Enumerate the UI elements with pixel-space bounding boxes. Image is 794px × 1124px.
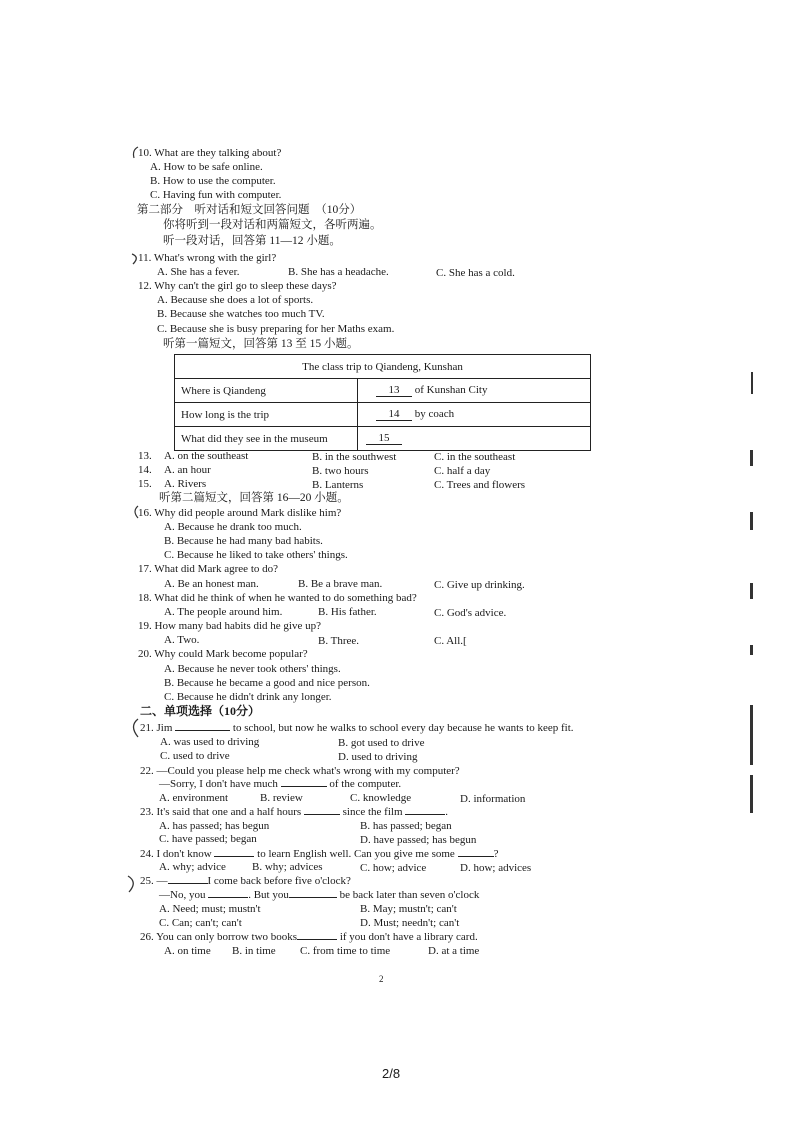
table-row	[175, 379, 591, 403]
q20-option-b: B. Because he became a good and nice person.	[164, 677, 370, 689]
table-row-value	[358, 427, 591, 451]
answer-blank: 13	[376, 384, 412, 397]
q22-option-b: B. review	[260, 792, 303, 804]
q10-option-b: B. How to use the computer.	[150, 175, 276, 187]
table-row-value	[358, 403, 591, 427]
q24-option-d: D. how; advices	[460, 862, 532, 874]
q24-option-b: B. why; advices	[252, 861, 323, 873]
q24-stem: 24. I don't know to learn English well. Can you give me some ?	[140, 848, 499, 860]
q19-option-b: B. Three.	[318, 635, 360, 647]
table-title: The class trip to Qiandeng, Kunshan	[175, 355, 591, 379]
printed-page-number: 2	[379, 974, 384, 984]
q26-option-b: B. in time	[232, 945, 276, 957]
q11-option-a: A. She has a fever.	[157, 266, 240, 278]
answer-blank: 15	[366, 432, 402, 445]
answer-blank	[458, 856, 494, 857]
q26-part2: if you don't have a library card.	[339, 931, 478, 943]
blank-suffix: of Kunshan City	[414, 384, 488, 396]
answer-blank	[405, 814, 445, 815]
q18-option-b: B. His father.	[318, 606, 377, 618]
q25-option-b: B. May; mustn't; can't	[360, 903, 457, 915]
q10-option-a: A. How to be safe online.	[150, 161, 263, 173]
q17-option-c: C. Give up drinking.	[434, 579, 525, 591]
scan-artifact	[750, 775, 753, 813]
q11-option-c: C. She has a cold.	[436, 267, 515, 279]
q13-option-b: B. in the southwest	[312, 451, 397, 463]
pencil-mark	[128, 503, 142, 521]
q24-option-a: A. why; advice	[159, 861, 226, 873]
q25-stem	[140, 875, 351, 888]
pencil-mark	[124, 873, 142, 895]
scan-artifact	[750, 450, 753, 466]
q22-stem: 22. —Could you please help me check what's wrong with my computer?	[140, 765, 460, 777]
q13-number: 13.	[138, 450, 152, 462]
q10-option-c: C. Having fun with computer.	[150, 189, 282, 201]
q25-line2-start: —No, you	[159, 889, 206, 901]
q22-line2-end: of the computer.	[329, 778, 402, 790]
table-row-value	[358, 379, 591, 403]
q25-option-c: C. Can; can't; can't	[159, 917, 242, 929]
page-indicator: 2/8	[382, 1066, 401, 1081]
q23-part1: 23. It's said that one and a half hours	[140, 806, 302, 818]
q25-option-a: A. Need; must; mustn't	[159, 903, 261, 915]
q12-option-b: B. Because she watches too much TV.	[157, 308, 325, 320]
q15-option-a: A. Rivers	[164, 478, 207, 490]
scan-artifact	[751, 372, 753, 394]
q23-option-d: D. have passed; has begun	[360, 834, 477, 846]
q26-stem	[140, 931, 478, 944]
scan-artifact	[750, 645, 753, 655]
q25-line2-end: be back later than seven o'clock	[339, 889, 480, 901]
q24-option-c: C. how; advice	[360, 862, 427, 874]
q22-option-c: C. knowledge	[350, 792, 412, 804]
q17-stem: 17. What did Mark agree to do?	[138, 563, 279, 575]
q14-option-b: B. two hours	[312, 465, 369, 477]
scan-artifact	[750, 583, 753, 599]
q17-option-a: A. Be an honest man.	[164, 578, 259, 590]
part2-instruction: 你将听到一段对话和两篇短文，各听两遍。	[163, 219, 382, 231]
q25-line2	[159, 889, 479, 902]
table-row-label: Where is Qiandeng	[175, 379, 358, 403]
scan-artifact	[750, 512, 753, 530]
q14-number: 14.	[138, 464, 152, 476]
q11-stem: 11. What's wrong with the girl?	[138, 252, 277, 264]
q16-stem: 16. Why did people around Mark dislike him?	[138, 507, 342, 519]
q11-option-b: B. She has a headache.	[288, 266, 389, 278]
q12-stem: 12. Why can't the girl go to sleep these days?	[138, 280, 337, 292]
table-row-label: How long is the trip	[175, 403, 358, 427]
answer-blank	[168, 883, 208, 884]
q17-option-b: B. Be a brave man.	[298, 578, 383, 590]
q20-stem: 20. Why could Mark become popular?	[138, 648, 308, 660]
pencil-mark	[128, 144, 142, 162]
q25-option-d: D. Must; needn't; can't	[360, 917, 460, 929]
q23-option-a: A. has passed; has begun	[159, 820, 270, 832]
trip-table	[174, 354, 591, 451]
q15-number: 15.	[138, 478, 152, 490]
table-row	[175, 403, 591, 427]
pencil-mark	[126, 716, 144, 740]
answer-blank	[289, 897, 337, 898]
q18-option-a: A. The people around him.	[164, 606, 283, 618]
q14-option-c: C. half a day	[434, 465, 491, 477]
q23-stem: 23. It's said that one and a half hours since the film .	[140, 806, 449, 818]
q21-option-a: A. was used to driving	[160, 736, 260, 748]
q21-number: 21. Jim	[140, 722, 173, 734]
q21-text: to school, but now he walks to school every day because he wants to keep fit.	[232, 722, 574, 734]
q22-option-d: D. information	[460, 793, 526, 805]
q15-option-b: B. Lanterns	[312, 479, 364, 491]
q26-option-a: A. on time	[164, 945, 211, 957]
answer-blank: 14	[376, 408, 412, 421]
dialog-instruction: 听一段对话，回答第 11—12 小题。	[163, 235, 341, 247]
table-title-row	[175, 355, 591, 379]
q16-option-c: C. Because he liked to take others' things.	[164, 549, 348, 561]
q24-part1: 24. I don't know	[140, 848, 212, 860]
q23-option-c: C. have passed; began	[159, 833, 257, 845]
q22-option-a: A. environment	[159, 792, 229, 804]
blank-suffix: by coach	[414, 408, 455, 420]
q20-option-a: A. Because he never took others' things.	[164, 663, 341, 675]
table-row	[175, 427, 591, 451]
q14-option-a: A. an hour	[164, 464, 211, 476]
answer-blank	[175, 730, 230, 731]
q20-option-c: C. Because he didn't drink any longer.	[164, 691, 332, 703]
answer-blank	[297, 939, 337, 940]
q22-line2-start: —Sorry, I don't have much	[159, 778, 278, 790]
q25-part2: I come back before five o'clock?	[207, 875, 351, 887]
answer-blank	[208, 897, 248, 898]
table-row-label: What did they see in the museum	[175, 427, 358, 451]
answer-blank	[214, 856, 254, 857]
q19-option-a: A. Two.	[164, 634, 200, 646]
q16-option-b: B. Because he had many bad habits.	[164, 535, 323, 547]
q13-option-c: C. in the southeast	[434, 451, 516, 463]
q24-part2: to learn English well. Can you give me some	[257, 848, 455, 860]
pencil-mark	[128, 250, 142, 268]
q25-line2-mid: . But you	[248, 889, 289, 901]
passage1-instruction: 听第一篇短文，回答第 13 至 15 小题。	[163, 338, 359, 350]
q19-option-c: C. All.[	[434, 635, 467, 647]
q18-option-c: C. God's advice.	[434, 607, 507, 619]
q23-option-b: B. has passed; began	[360, 820, 452, 832]
q25-part1: 25. —	[140, 875, 168, 887]
scan-artifact	[750, 705, 753, 765]
q26-part1: 26. You can only borrow two books	[140, 931, 298, 943]
answer-blank	[304, 814, 340, 815]
part2-header: 第二部分 听对话和短文回答问题 （10分）	[137, 204, 362, 216]
passage2-instruction: 听第二篇短文，回答第 16—20 小题。	[159, 492, 349, 504]
q15-option-c: C. Trees and flowers	[434, 479, 526, 491]
q26-option-c: C. from time to time	[300, 945, 391, 957]
q12-option-c: C. Because she is busy preparing for her Maths exam.	[157, 323, 395, 335]
q21-option-c: C. used to drive	[160, 750, 230, 762]
section2-header: 二、单项选择（10分）	[140, 704, 261, 718]
q18-stem: 18. What did he think of when he wanted to do something bad?	[138, 592, 417, 604]
q21-option-d: D. used to driving	[338, 751, 418, 763]
q19-stem: 19. How many bad habits did he give up?	[138, 620, 321, 632]
q12-option-a: A. Because she does a lot of sports.	[157, 294, 314, 306]
q16-option-a: A. Because he drank too much.	[164, 521, 302, 533]
q21-option-b: B. got used to drive	[338, 737, 425, 749]
q13-option-a: A. on the southeast	[164, 450, 249, 462]
q21-stem	[140, 722, 574, 735]
q23-part2: since the film	[342, 806, 403, 818]
answer-blank	[281, 786, 327, 787]
q26-option-d: D. at a time	[428, 945, 480, 957]
q10-stem: 10. What are they talking about?	[138, 147, 282, 159]
q22-line2	[159, 778, 401, 791]
